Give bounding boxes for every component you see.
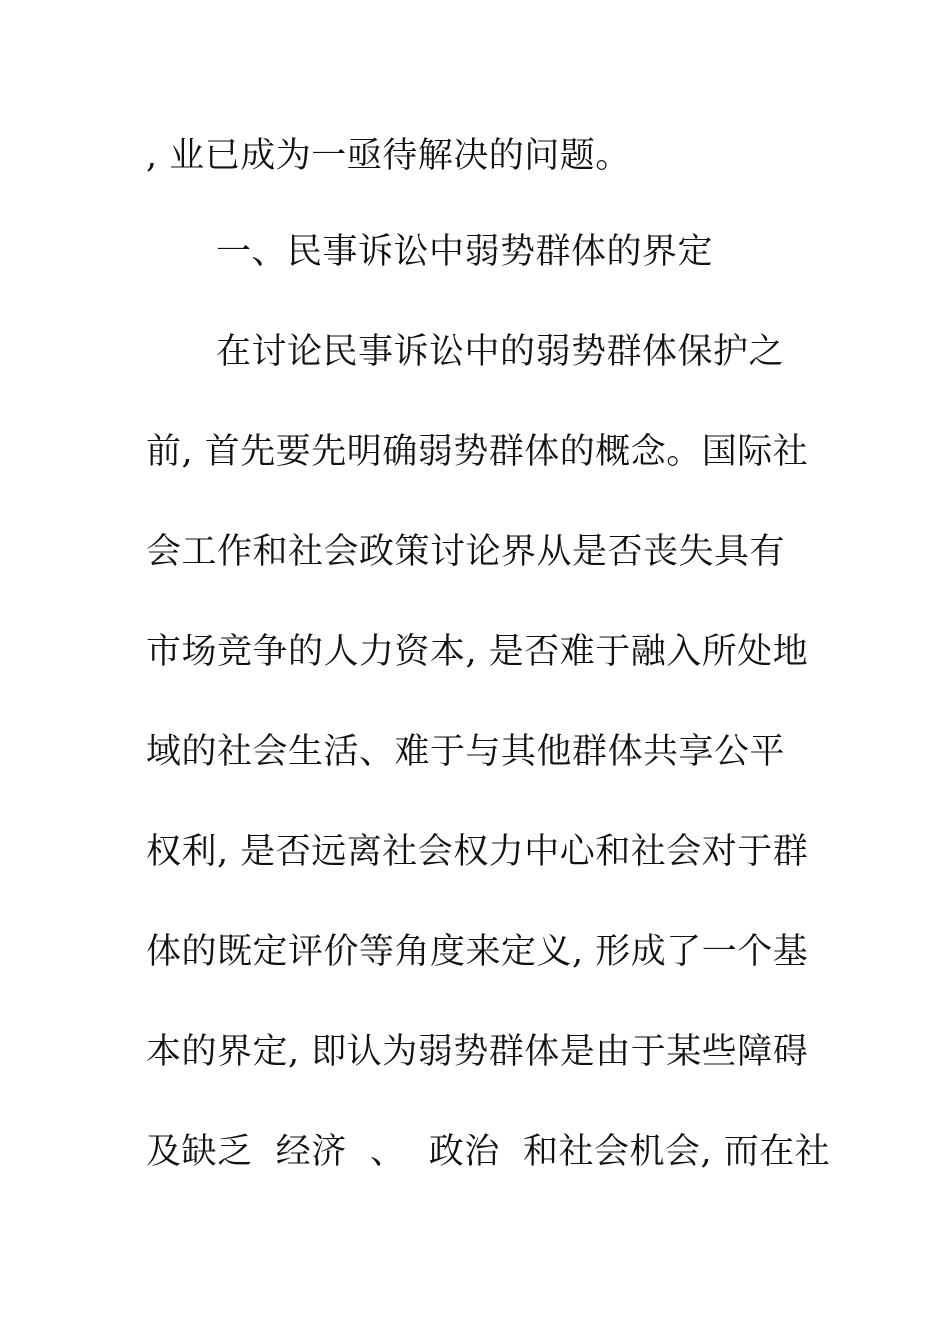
text-line-7: 域的社会生活、难于与其他群体共享公平 [146, 732, 786, 772]
text-line-3: 在讨论民事诉讼中的弱势群体保护之 [216, 332, 785, 372]
text-line-8: 权利, 是否远离社会权力中心和社会对于群 [146, 832, 809, 872]
text-line-4: 前, 首先要先明确弱势群体的概念。国际社 [146, 432, 809, 472]
text-line-5: 会工作和社会政策讨论界从是否丧失具有 [146, 532, 786, 572]
text-line-10: 本的界定, 即认为弱势群体是由于某些障碍 [146, 1032, 809, 1072]
section-heading: 一、民事诉讼中弱势群体的界定 [216, 232, 714, 272]
text-line-9: 体的既定评价等角度来定义, 形成了一个基 [146, 932, 809, 972]
text-line-1: , 业已成为一亟待解决的问题。 [146, 136, 631, 176]
text-line-6: 市场竞争的人力资本, 是否难于融入所处地 [146, 632, 809, 672]
text-line-11: 及缺乏 经济 、 政治 和社会机会, 而在社 [146, 1132, 831, 1172]
